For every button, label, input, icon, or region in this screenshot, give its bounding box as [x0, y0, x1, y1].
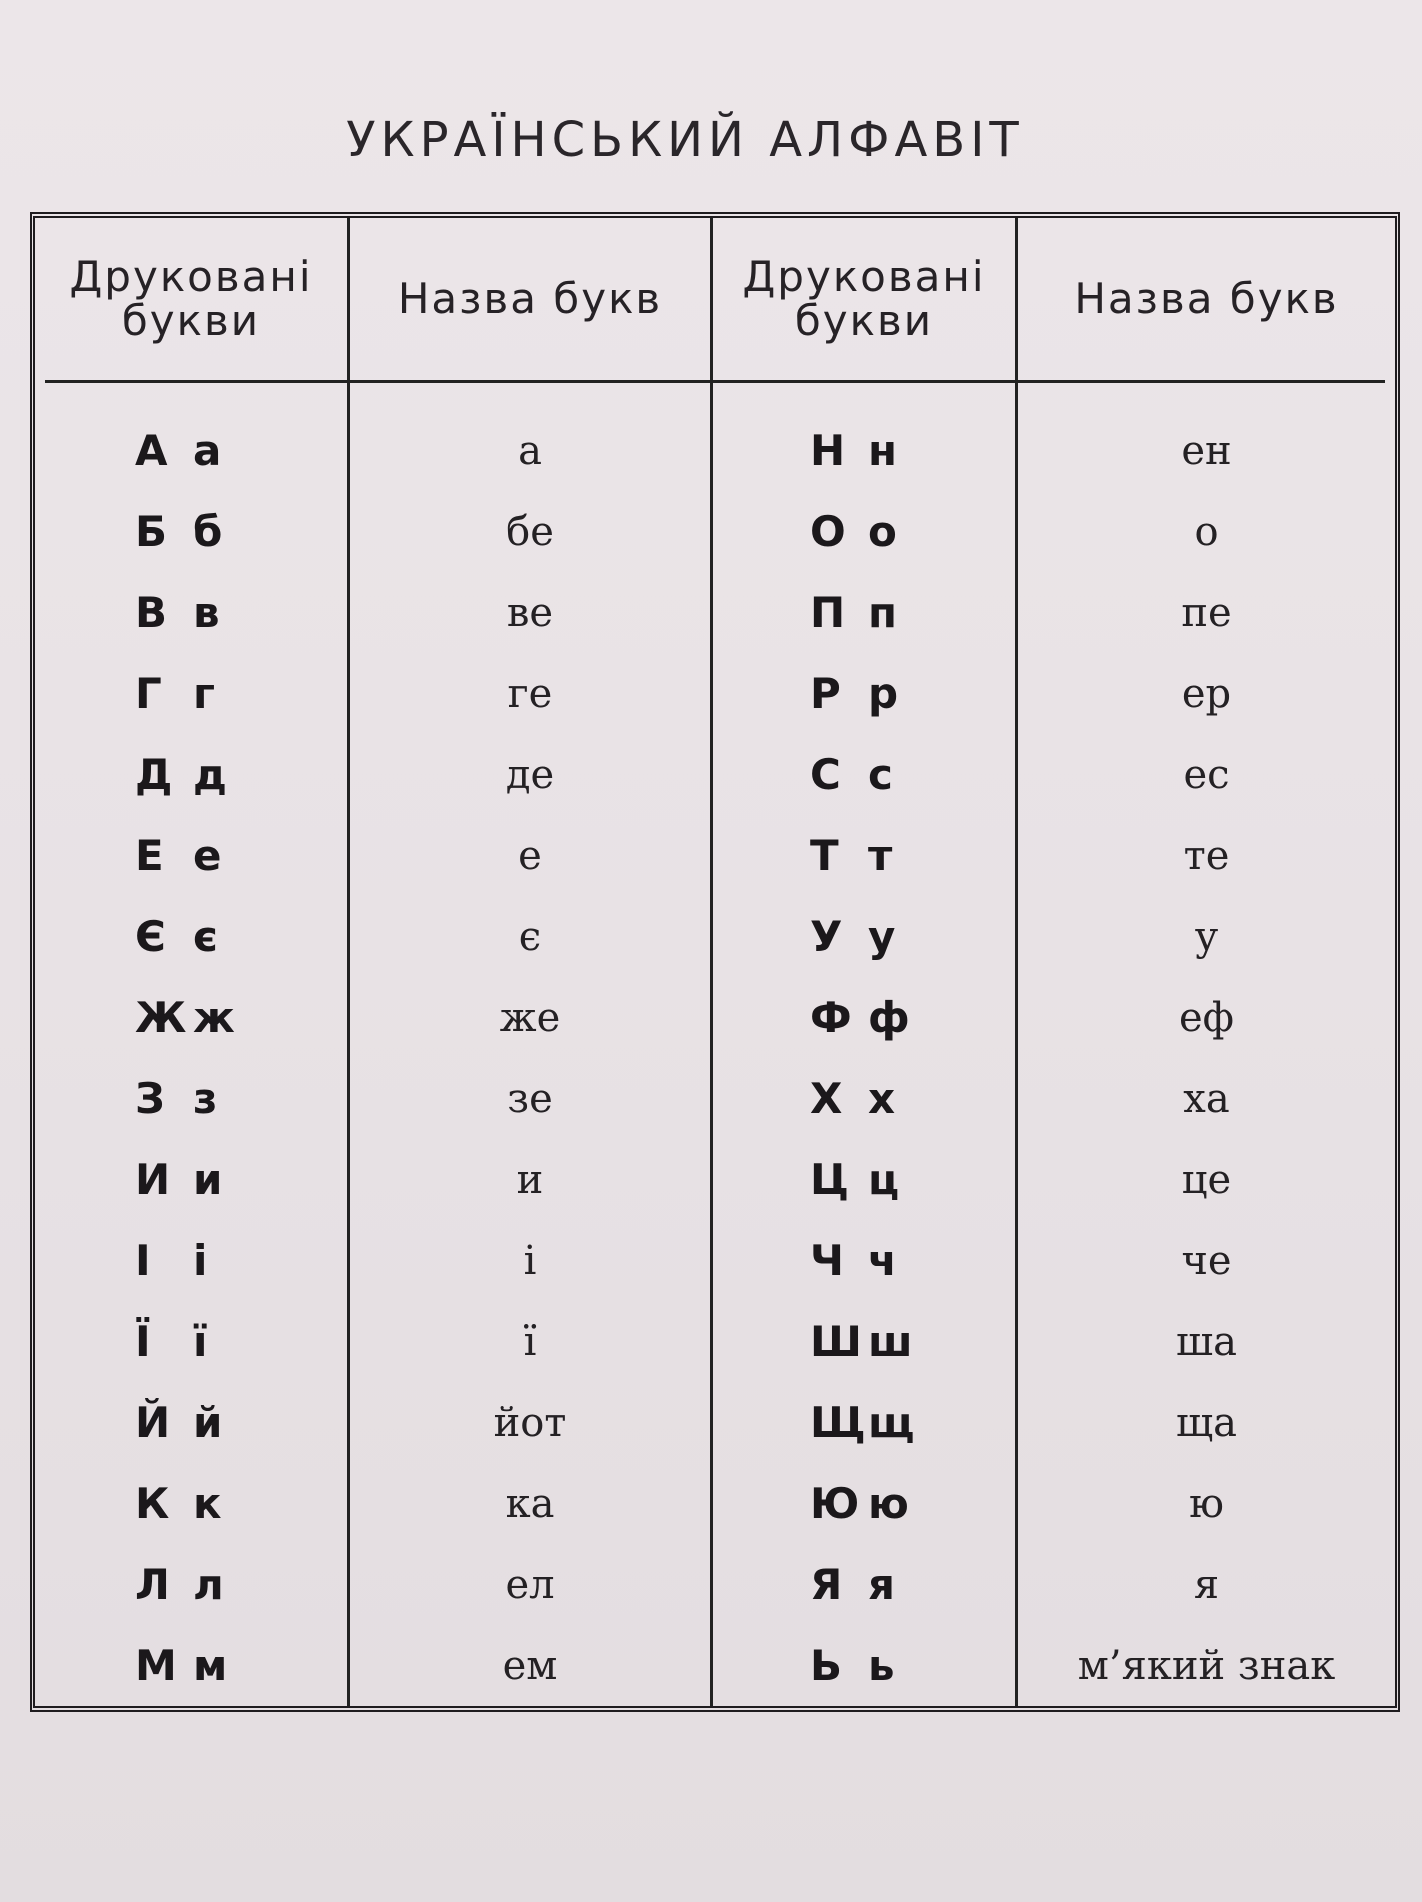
uppercase-letter: Г: [135, 669, 164, 718]
lowercase-letter: ч: [868, 1236, 899, 1285]
lowercase-letter: ї: [193, 1317, 210, 1366]
letter-pair: [810, 1220, 1015, 1301]
letter-name: де: [505, 751, 555, 798]
header-letter-names-2: Назва букв: [1074, 273, 1339, 323]
uppercase-letter: Я: [810, 1560, 845, 1609]
uppercase-letter: О: [810, 507, 848, 556]
letter-pair: [135, 1301, 345, 1382]
letter-pair: [810, 410, 1015, 491]
letter-name: и: [516, 1156, 544, 1203]
letter-pair: [135, 1058, 345, 1139]
header-letter-names-1: Назва букв: [397, 273, 663, 323]
uppercase-letter: П: [810, 588, 848, 637]
uppercase-letter: У: [810, 912, 845, 961]
letter-pair: [135, 572, 345, 653]
lowercase-letter: л: [193, 1560, 226, 1609]
letter-pair: [135, 1625, 345, 1706]
letter-name: е: [518, 832, 542, 879]
uppercase-letter: Ч: [810, 1236, 846, 1285]
header-divider: [45, 380, 1385, 383]
letter-name: че: [1181, 1237, 1232, 1284]
uppercase-letter: Є: [135, 912, 168, 961]
letter-name: ша: [1175, 1318, 1238, 1365]
column-divider: [710, 218, 713, 1706]
letter-name: бе: [506, 508, 554, 555]
uppercase-letter: Ц: [810, 1155, 851, 1204]
uppercase-letter: Ф: [810, 993, 854, 1042]
letter-name: ха: [1183, 1075, 1230, 1122]
letter-name: ю: [1189, 1480, 1224, 1527]
uppercase-letter: Н: [810, 426, 848, 475]
uppercase-letter: Й: [135, 1398, 173, 1447]
letter-pair: [810, 977, 1015, 1058]
letter-pair: [810, 815, 1015, 896]
letter-pair: [135, 491, 345, 572]
letter-pair: [810, 1625, 1015, 1706]
lowercase-letter: ж: [193, 993, 237, 1042]
letter-pair: [810, 1463, 1015, 1544]
letter-name: ї: [523, 1318, 537, 1365]
lowercase-letter: о: [868, 507, 899, 556]
lowercase-letter: и: [193, 1155, 225, 1204]
letter-name: ка: [505, 1480, 555, 1527]
uppercase-letter: Т: [810, 831, 841, 880]
left-names-column: [350, 410, 710, 1706]
letter-name: ща: [1175, 1399, 1238, 1446]
letter-pair: [810, 1544, 1015, 1625]
uppercase-letter: Ю: [810, 1479, 862, 1528]
uppercase-letter: Е: [135, 831, 166, 880]
letter-pair: [135, 653, 345, 734]
letter-pair: [135, 1382, 345, 1463]
uppercase-letter: Ь: [810, 1641, 845, 1690]
letter-name: це: [1181, 1156, 1232, 1203]
uppercase-letter: И: [135, 1155, 173, 1204]
letter-name: зе: [507, 1075, 553, 1122]
lowercase-letter: д: [193, 750, 229, 799]
page-title: УКРАЇНСЬКИЙ АЛФАВІТ: [346, 112, 1024, 168]
lowercase-letter: п: [868, 588, 900, 637]
uppercase-letter: А: [135, 426, 170, 475]
letter-pair: [810, 491, 1015, 572]
uppercase-letter: Ш: [810, 1317, 864, 1366]
uppercase-letter: Б: [135, 507, 170, 556]
uppercase-letter: В: [135, 588, 170, 637]
lowercase-letter: і: [193, 1236, 210, 1285]
letter-pair: [135, 896, 345, 977]
letter-name: те: [1183, 832, 1230, 879]
letter-pair: [135, 1544, 345, 1625]
uppercase-letter: Х: [810, 1074, 845, 1123]
letter-name: і: [523, 1237, 537, 1284]
right-names-column: [1018, 410, 1395, 1706]
uppercase-letter: Р: [810, 669, 843, 718]
lowercase-letter: ю: [868, 1479, 911, 1528]
header-printed-letters-1: Друковані букви: [69, 251, 313, 345]
lowercase-letter: ф: [868, 993, 912, 1042]
letter-pair: [135, 815, 345, 896]
lowercase-letter: ш: [868, 1317, 915, 1366]
letter-name: пе: [1181, 589, 1232, 636]
lowercase-letter: а: [193, 426, 224, 475]
letter-pair: [810, 896, 1015, 977]
letter-pair: [810, 1382, 1015, 1463]
uppercase-letter: Щ: [810, 1398, 868, 1447]
uppercase-letter: Л: [135, 1560, 172, 1609]
letter-pair: [810, 1058, 1015, 1139]
uppercase-letter: З: [135, 1074, 167, 1123]
uppercase-letter: Д: [135, 750, 175, 799]
lowercase-letter: у: [868, 912, 898, 961]
letter-name: а: [518, 427, 542, 474]
lowercase-letter: я: [868, 1560, 897, 1609]
letter-name: ве: [506, 589, 554, 636]
lowercase-letter: х: [868, 1074, 898, 1123]
letter-pair: [135, 1220, 345, 1301]
letter-pair: [810, 572, 1015, 653]
lowercase-letter: г: [193, 669, 217, 718]
letter-pair: [135, 1463, 345, 1544]
letter-pair: [135, 734, 345, 815]
letter-name: у: [1194, 913, 1219, 960]
uppercase-letter: Ж: [135, 993, 189, 1042]
letter-pair: [810, 1301, 1015, 1382]
uppercase-letter: С: [810, 750, 843, 799]
letter-name: ес: [1183, 751, 1230, 798]
letter-name: же: [499, 994, 561, 1041]
lowercase-letter: ь: [868, 1641, 897, 1690]
lowercase-letter: т: [868, 831, 895, 880]
letter-name: є: [518, 913, 542, 960]
lowercase-letter: б: [193, 507, 225, 556]
lowercase-letter: ц: [868, 1155, 902, 1204]
lowercase-letter: й: [193, 1398, 225, 1447]
letter-name: ер: [1181, 670, 1232, 717]
lowercase-letter: р: [868, 669, 901, 718]
lowercase-letter: є: [193, 912, 220, 961]
header-printed-letters-2: Друковані букви: [742, 251, 986, 345]
letter-pair: [135, 1139, 345, 1220]
letter-pair: [810, 734, 1015, 815]
letter-name: ен: [1181, 427, 1232, 474]
uppercase-letter: І: [135, 1236, 153, 1285]
uppercase-letter: Ї: [135, 1317, 153, 1366]
alphabet-table: [30, 212, 1400, 1712]
uppercase-letter: К: [135, 1479, 172, 1528]
uppercase-letter: М: [135, 1641, 179, 1690]
lowercase-letter: щ: [868, 1398, 917, 1447]
lowercase-letter: е: [193, 831, 224, 880]
letter-name: я: [1193, 1561, 1220, 1608]
right-letters-column: [810, 410, 1015, 1706]
letter-name: ем: [502, 1642, 558, 1689]
lowercase-letter: с: [868, 750, 895, 799]
letter-name: ге: [507, 670, 553, 717]
letter-pair: [810, 653, 1015, 734]
letter-name: ел: [505, 1561, 555, 1608]
letter-pair: [135, 410, 345, 491]
left-letters-column: [135, 410, 345, 1706]
lowercase-letter: в: [193, 588, 222, 637]
letter-name: м’який знак: [1077, 1642, 1336, 1689]
letter-pair: [810, 1139, 1015, 1220]
lowercase-letter: к: [193, 1479, 224, 1528]
lowercase-letter: м: [193, 1641, 230, 1690]
letter-name: йот: [493, 1399, 567, 1446]
letter-name: о: [1194, 508, 1219, 555]
lowercase-letter: з: [193, 1074, 220, 1123]
letter-pair: [135, 977, 345, 1058]
letter-name: еф: [1179, 994, 1234, 1041]
lowercase-letter: н: [868, 426, 900, 475]
